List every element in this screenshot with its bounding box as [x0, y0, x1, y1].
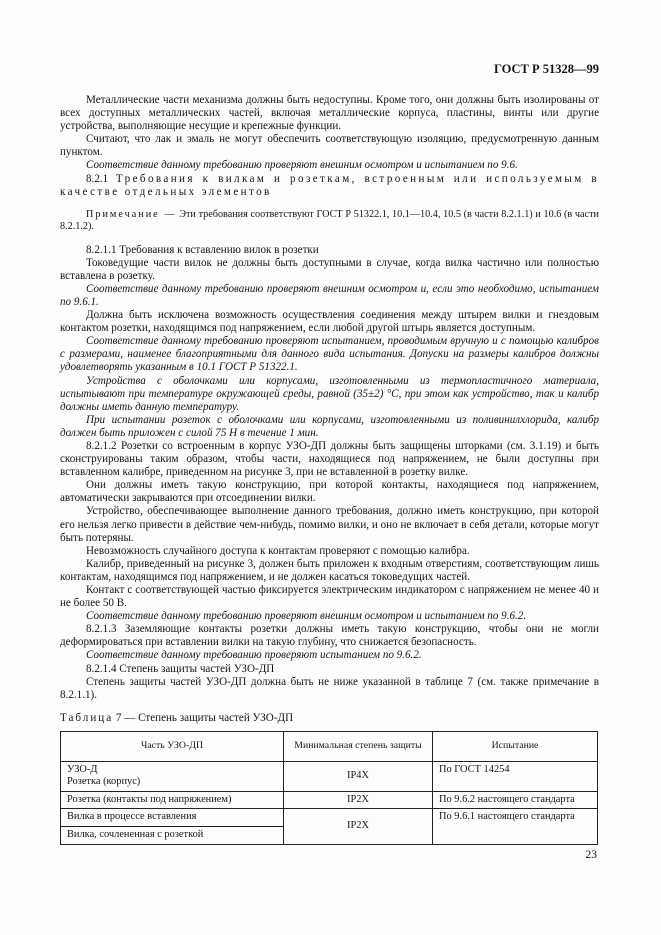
paragraph: Металлические части механизма должны быть недоступны. Кроме того, они должны быть изолированы от всех доступных металлических частей, включая металлические корпуса, пластины, винты или другие устройства, выполняющие несущие и крепежные функции. — [60, 94, 599, 133]
paragraph-compliance: Соответствие данному требованию проверяют внешним осмотром и испытанием по 9.6. — [86, 159, 518, 172]
part-name: Розетка (корпус) — [67, 776, 141, 788]
table-cell-test: По 9.6.1 настоящего стандарта — [433, 809, 598, 844]
paragraph: Калибр, приведенный на рисунке 3, должен быть приложен к входным отверстиям, соответствующим лишь контактам, находящимся под напряжением, и не должен касаться токоведущих частей. — [60, 557, 599, 583]
table-header-cell: Часть УЗО-ДП — [61, 731, 284, 761]
clause-number: 8.2.1.4 — [86, 662, 117, 675]
page-number: 23 — [585, 849, 597, 861]
paragraph-italic: При испытании розеток с оболочками или корпусами, изготовленными из поливинилхлорида, калибр должен быть приложен с силой 75 Н в течение 1 мин. — [60, 413, 599, 439]
paragraph-compliance: Соответствие данному требованию проверяют внешним осмотром и, если это необходимо, испытанием по 9.6.1. — [60, 282, 599, 308]
part-name: Вилка в процессе вставления — [61, 809, 283, 827]
table-label: Таблица — [60, 711, 114, 724]
table-row — [61, 761, 598, 791]
paragraph: Они должны иметь такую конструкцию, при которой контакты, находящиеся под напряжением, автоматически закрываются при отсоединении вилки. — [60, 479, 599, 505]
paragraph: Контакт с соответствующей частью фиксируется электрическим индикатором с напряжением не менее 40 и не более 50 В. — [60, 584, 599, 610]
subclause-heading-8-2-1-4 — [60, 663, 599, 676]
paragraph: Должна быть исключена возможность осуществления соединения между штырем вилки и гнездовым контактом розетки, находящимся под напряжением, если любой другой штырь является доступным. — [60, 309, 599, 335]
paragraph-text: Заземляющие контакты розетки должны иметь такую конструкцию, чтобы они не могли деформироваться при вставлении вилки на такую глубину, что снижается безопасность. — [60, 623, 599, 649]
table-cell-degree: IP4X — [284, 761, 433, 791]
paragraph: Степень защиты частей УЗО-ДП должна быть не ниже указанной в таблице 7 (см. также примечание в 8.2.1.1). — [60, 675, 599, 701]
table-header-cell: Минимальная степень защиты — [284, 731, 433, 761]
table-caption — [60, 712, 599, 725]
clause-number: 8.2.1.1 — [86, 243, 117, 256]
protection-degree-table — [60, 731, 598, 845]
subclause-title: Требования к вставлению вилок в розетки — [119, 243, 319, 256]
note-text: Эти требования соответствуют ГОСТ Р 51322.1, 10.1—10.4, 10.5 (в части 8.2.1.1) и 10.6 (в части 8.2.1.2). — [60, 208, 599, 233]
note-label: Примечание — — [86, 208, 177, 220]
paragraph: Устройство, обеспечивающее выполнение данного требования, должно иметь конструкцию, при которой его нельзя легко привести в действие чем-нибудь, помимо вилки, и оно не включает в себя детали, которые могут быть потеряны. — [60, 505, 599, 544]
paragraph-compliance: Соответствие данному требованию проверяют испытанием по 9.6.2. — [86, 649, 422, 662]
paragraph-italic: Устройства с оболочками или корпусами, изготовленными из термопластичного материала, испытывают при температуре окружающей среды, равной (35±2) °С, при этом как устройство, так и калибр должны иметь данную температуру. — [60, 374, 599, 413]
page-content — [60, 94, 599, 845]
section-heading-8-2-1 — [60, 173, 599, 199]
clause-number: 8.2.1.3 — [86, 623, 117, 636]
subclause-heading-8-2-1-1 — [60, 244, 599, 257]
paragraph-compliance: Соответствие данному требованию проверяют внешним осмотром и испытанием по 9.6.2. — [86, 610, 527, 623]
paragraph: Токоведущие части вилок не должны быть доступными в случае, когда вилка частично или полностью вставлена в розетку. — [60, 256, 599, 282]
paragraph-text: Розетки со встроенным в корпус УЗО-ДП должны быть защищены шторками (см. 3.1.19) и быть сконструированы таким образом, чтобы части, находящиеся под напряжением, не были доступны при вставленном калибре, приведенном на рисунке 3, при не вставленной в розетку вилке. — [60, 439, 599, 479]
clause-number: 8.2.1.2 — [86, 439, 117, 452]
table-cell-part: Розетка (контакты под напряжением) — [61, 791, 284, 809]
paragraph: Считают, что лак и эмаль не могут обеспечить соответствующую изоляцию, предусмотренную данным пунктом. — [60, 133, 599, 159]
paragraph-8-2-1-2 — [60, 440, 599, 479]
document-code: ГОСТ Р 51328—99 — [493, 62, 599, 76]
table-row — [61, 809, 598, 844]
table-cell-test: По ГОСТ 14254 — [433, 761, 598, 791]
subclause-title: Степень защиты частей УЗО-ДП — [119, 662, 275, 675]
clause-number: 8.2.1 — [86, 172, 109, 185]
table-cell-part — [61, 809, 284, 844]
paragraph: Невозможность случайного доступа к контактам проверяют с помощью калибра. — [86, 544, 470, 557]
paragraph-compliance: Соответствие данному требованию проверяют испытанием, проводимым вручную и с помощью калибров с размерами, наименее благоприятными для данного вида испытания. Допуски на размеры калибров должны удовлетворять указанным в 10.1 ГОСТ Р 51322.1. — [60, 335, 599, 374]
table-cell-degree: IP2X — [284, 809, 433, 844]
table-header-row — [61, 731, 598, 761]
section-heading-text: Требования к вилкам и розеткам, встроенным или используемым в качестве отдельных элементов — [60, 172, 599, 198]
table-row — [61, 791, 598, 809]
table-cell-degree: IP2X — [284, 791, 433, 809]
table-header-cell: Испытание — [433, 731, 598, 761]
table-cell-part — [61, 761, 284, 791]
table-caption-text: 7 — Степень защиты частей УЗО-ДП — [115, 711, 294, 724]
note — [60, 209, 599, 234]
part-name: УЗО-Д — [67, 763, 98, 775]
part-name: Вилка, сочлененная с розеткой — [67, 828, 204, 840]
paragraph-8-2-1-3 — [60, 623, 599, 649]
table-cell-test: По 9.6.2 настоящего стандарта — [433, 791, 598, 809]
